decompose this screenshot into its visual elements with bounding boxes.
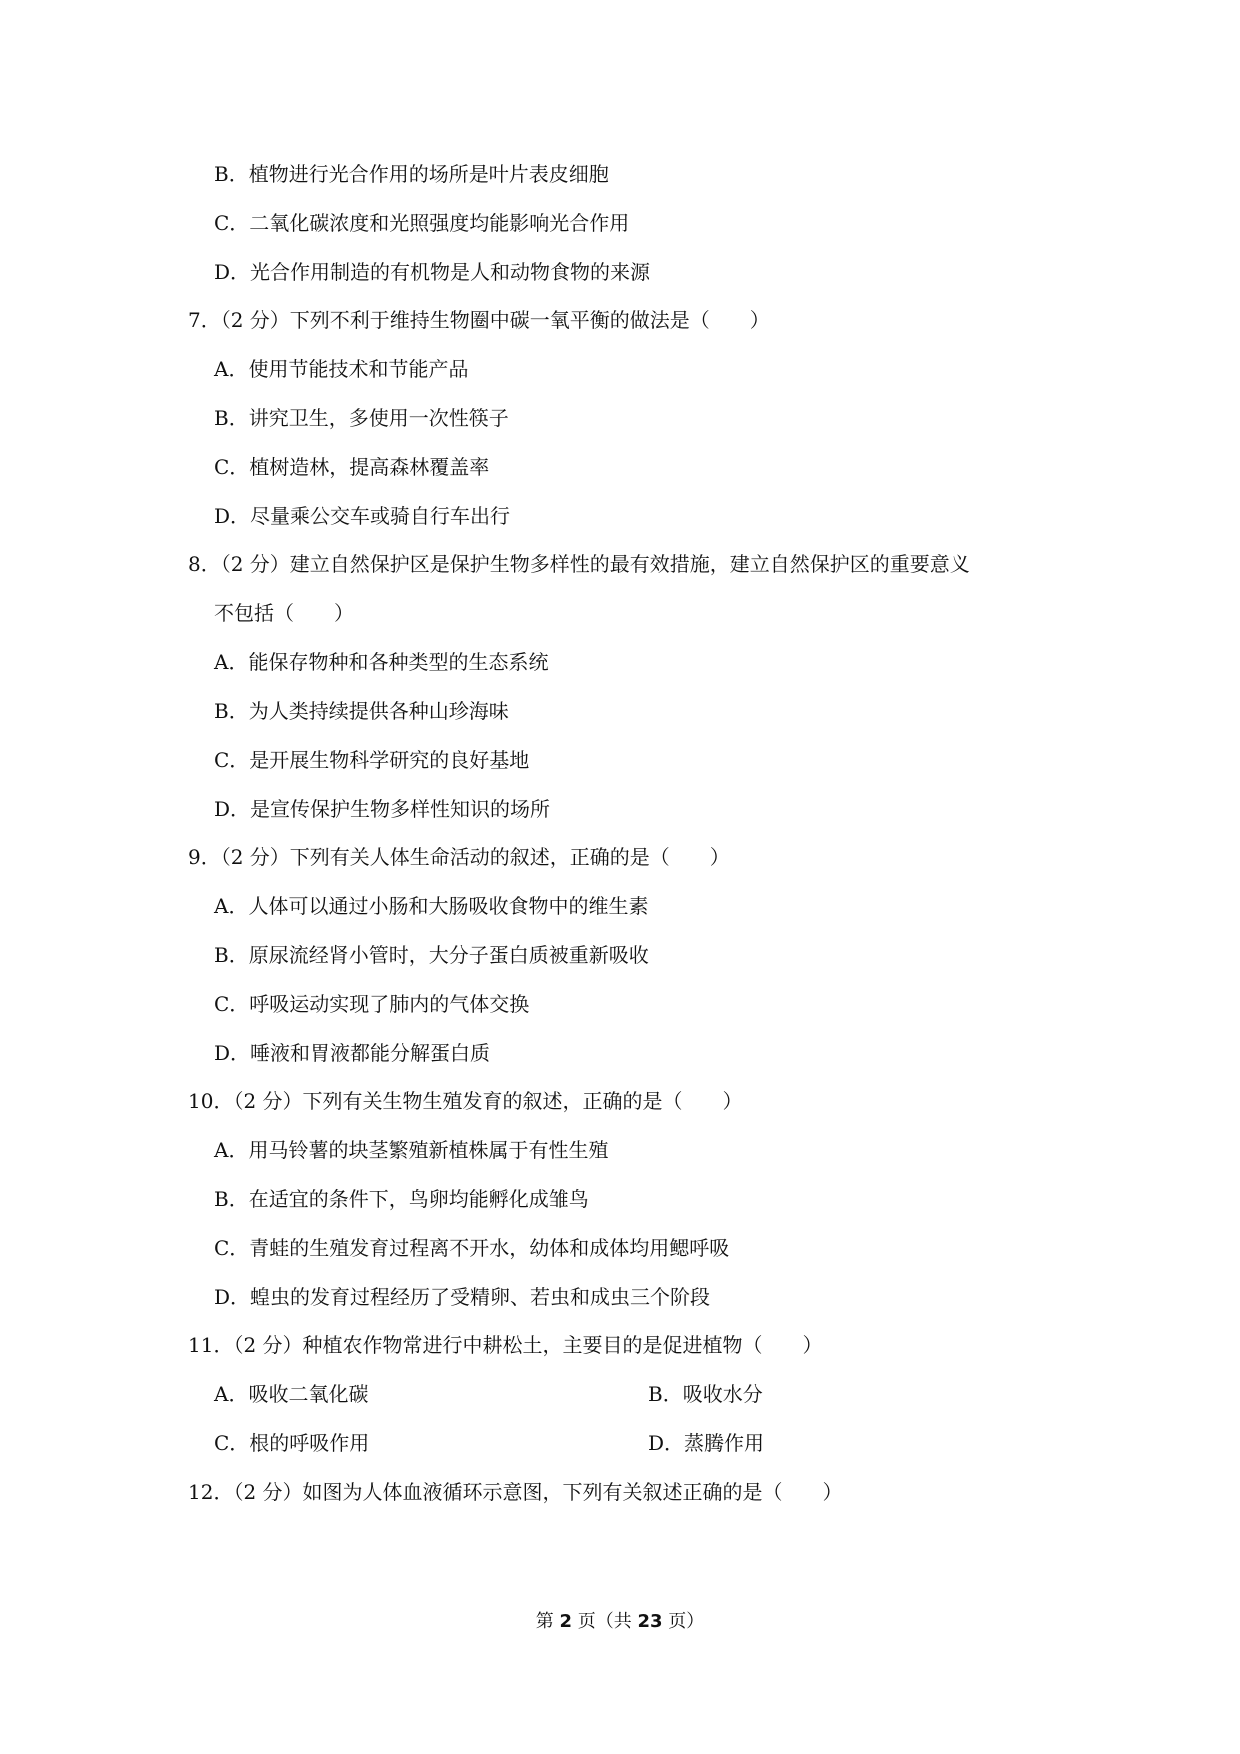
q11-option-a: A．吸收二氧化碳	[214, 1382, 369, 1406]
q9-option-c: C．呼吸运动实现了肺内的气体交换	[214, 992, 530, 1016]
page-footer	[0, 1610, 1240, 1634]
q9-option-d: D．唾液和胃液都能分解蛋白质	[214, 1041, 491, 1065]
footer-page-number: 2	[559, 1611, 572, 1632]
q12-stem: 12．（2 分）如图为人体血液循环示意图，下列有关叙述正确的是（ ）	[188, 1480, 843, 1504]
q10-option-c: C．青蛙的生殖发育过程离不开水，幼体和成体均用鳃呼吸	[214, 1236, 730, 1260]
footer-suffix: 页）	[662, 1611, 705, 1632]
q8-stem: 8．（2 分）建立自然保护区是保护生物多样性的最有效措施，建立自然保护区的重要意义	[188, 552, 970, 576]
q9-option-b: B．原尿流经肾小管时，大分子蛋白质被重新吸收	[214, 943, 649, 967]
q7-option-b: B．讲究卫生，多使用一次性筷子	[214, 406, 509, 430]
q7-stem: 7．（2 分）下列不利于维持生物圈中碳一氧平衡的做法是（ ）	[188, 308, 770, 332]
q7-option-d: D．尽量乘公交车或骑自行车出行	[214, 504, 511, 528]
footer-total-pages: 23	[637, 1611, 663, 1632]
q6-option-b: B．植物进行光合作用的场所是叶片表皮细胞	[214, 162, 609, 186]
q11-stem: 11．（2 分）种植农作物常进行中耕松土，主要目的是促进植物（ ）	[188, 1333, 823, 1357]
q10-option-a: A．用马铃薯的块茎繁殖新植株属于有性生殖	[214, 1138, 609, 1162]
q10-stem: 10．（2 分）下列有关生物生殖发育的叙述，正确的是（ ）	[188, 1089, 743, 1113]
q8-option-d: D．是宣传保护生物多样性知识的场所	[214, 797, 551, 821]
q11-option-c: C．根的呼吸作用	[214, 1431, 370, 1455]
footer-prefix: 第	[535, 1611, 560, 1632]
q10-option-b: B．在适宜的条件下，鸟卵均能孵化成雏鸟	[214, 1187, 589, 1211]
q11-option-b: B．吸收水分	[648, 1382, 763, 1406]
q9-stem: 9．（2 分）下列有关人体生命活动的叙述，正确的是（ ）	[188, 845, 730, 869]
footer-middle: 页（共	[572, 1611, 638, 1632]
q11-option-d: D．蒸腾作用	[648, 1431, 765, 1455]
q7-option-a: A．使用节能技术和节能产品	[214, 357, 469, 381]
q10-option-d: D．蝗虫的发育过程经历了受精卵、若虫和成虫三个阶段	[214, 1285, 711, 1309]
q8-option-a: A．能保存物种和各种类型的生态系统	[214, 650, 549, 674]
q8-option-b: B．为人类持续提供各种山珍海味	[214, 699, 509, 723]
q8-option-c: C．是开展生物科学研究的良好基地	[214, 748, 530, 772]
q6-option-d: D．光合作用制造的有机物是人和动物食物的来源	[214, 260, 651, 284]
q6-option-c: C．二氧化碳浓度和光照强度均能影响光合作用	[214, 211, 630, 235]
q7-option-c: C．植树造林，提高森林覆盖率	[214, 455, 490, 479]
q8-stem-continued: 不包括（ ）	[214, 601, 354, 625]
q9-option-a: A．人体可以通过小肠和大肠吸收食物中的维生素	[214, 894, 649, 918]
